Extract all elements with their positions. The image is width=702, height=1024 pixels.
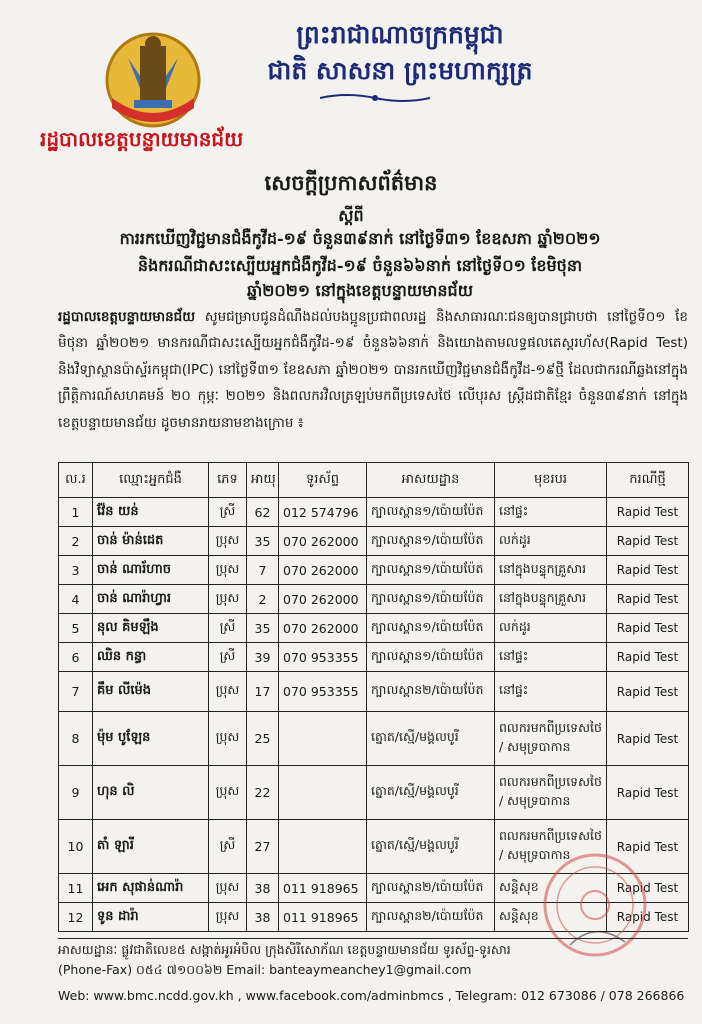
cell-phone: 070 953355: [279, 643, 367, 672]
cell-name: វ៉ែន យន់: [93, 498, 209, 527]
cell-case: Rapid Test: [607, 820, 689, 874]
cell-name: គឹម លីម៉េង: [93, 672, 209, 712]
kingdom-motto: ជាតិ សាសនា ព្រះមហាក្សត្រ: [267, 56, 533, 85]
cell-addr: ក្បាលស្ពាន១/ប៉ោយប៉ែត: [367, 614, 495, 643]
cell-case: Rapid Test: [607, 643, 689, 672]
cell-no: 10: [59, 820, 93, 874]
cell-no: 11: [59, 874, 93, 903]
body-text: សូមជម្រាបជូនដំណឹងដល់បងប្អូនប្រជាពលរដ្ឋ និងសាធារណៈជនឲ្យបានជ្រាបថា នៅថ្ងៃទី០១ ខែមិថុនា ឆ្នាំ២០២១ មានករណីជាសះស្បើយអ្នកជំងឺកូវីដ-១៩ ចំនួន៦៦នាក់ និងយោងតាមលទ្ធផលតេស្តរហ័ស(Rapid Test) និងវិទ្យាស្ថានប៉ាស្ទ័រកម្ពុជា(IPC) នៅថ្ងៃទី៣១ ខែឧសភា ឆ្នាំ២០២១ បានរកឃើញវិជ្ជមានជំងឺកូវីដ-១៩ថ្មី ដែលជាករណីឆ្លងនៅក្នុងព្រឹត្តិការណ៍សហគមន៍ ២០ កុម្ភៈ ២០២១ និងពលករវិលត្រឡប់មកពីប្រទេសថៃ លើបុរស ស្ត្រីដជាតិខ្មែរ ចំនួន៣៩នាក់ នៅក្នុងខេត្តបន្ទាយមានជ័យ ដូចមានរាយនាមខាងក្រោម ៖: [58, 309, 688, 431]
cell-sex: ប្រុស: [209, 766, 247, 820]
cell-case: Rapid Test: [607, 585, 689, 614]
cell-age: 22: [247, 766, 279, 820]
cell-addr: ក្បាលស្ពាន១/ប៉ោយប៉ែត: [367, 585, 495, 614]
cell-name: ហុន លិ: [93, 766, 209, 820]
ornament-divider: [320, 92, 430, 104]
cell-no: 4: [59, 585, 93, 614]
issuing-authority: រដ្ឋបាលខេត្តបន្ទាយមានជ័យ: [40, 127, 244, 151]
table-row: [59, 527, 689, 556]
cell-phone: 070 262000: [279, 527, 367, 556]
table-row: [59, 712, 689, 766]
table-row: [59, 556, 689, 585]
cell-no: 7: [59, 672, 93, 712]
cell-name: ទូន ដារ៉ា: [93, 903, 209, 932]
cell-no: 1: [59, 498, 93, 527]
table-row: [59, 672, 689, 712]
cell-sex: ស្រី: [209, 614, 247, 643]
cell-addr: ក្បាលស្ពាន២/ប៉ោយប៉ែត: [367, 672, 495, 712]
cell-case: Rapid Test: [607, 498, 689, 527]
cell-age: 35: [247, 527, 279, 556]
cell-phone: 012 574796: [279, 498, 367, 527]
cell-addr: ត្នោត/ស្មើ/មង្គលបូរី: [367, 766, 495, 820]
announcement-body: [58, 304, 688, 436]
cell-job: នៅផ្ទះ: [495, 672, 607, 712]
cell-phone: 011 918965: [279, 874, 367, 903]
cell-phone: 070 262000: [279, 585, 367, 614]
cell-job: ពលករមកពីប្រទេសថៃ / សមុទ្របាកាន: [495, 766, 607, 820]
footer-contact: (Phone-Fax) ០៥៤ ៧១០០៦២ Email: banteaymeanchey1@gmail.com: [58, 962, 472, 977]
cell-phone: 070 953355: [279, 672, 367, 712]
cell-job: ពលករមកពីប្រទេសថៃ / សមុទ្របាកាន: [495, 820, 607, 874]
col-header-age: អាយុ: [247, 463, 279, 498]
cell-addr: ក្បាលស្ពាន១/ប៉ោយប៉ែត: [367, 643, 495, 672]
cell-name: ចាន់ ណារ៉ាហ្វារ: [93, 585, 209, 614]
cell-addr: ត្នោត/ស្មើ/មង្គលបូរី: [367, 712, 495, 766]
cell-sex: ប្រុស: [209, 585, 247, 614]
cell-phone: 011 918965: [279, 903, 367, 932]
cell-case: Rapid Test: [607, 712, 689, 766]
cell-job: នៅផ្ទះ: [495, 498, 607, 527]
col-header-sex: ភេទ: [209, 463, 247, 498]
cell-age: 27: [247, 820, 279, 874]
cell-age: 39: [247, 643, 279, 672]
col-header-occupation: មុខរបរ: [495, 463, 607, 498]
subject-line-1: ការរកឃើញវិជ្ជមានជំងឺកូវីដ-១៩ ចំនួន៣៩នាក់ នៅថ្ងៃទី៣១ ខែឧសភា ឆ្នាំ២០២១: [119, 229, 601, 248]
cell-age: 35: [247, 614, 279, 643]
subject-line-2: និងករណីជាសះស្បើយអ្នកជំងឺកូវីដ-១៩ ចំនួន៦៦នាក់ នៅថ្ងៃទី០១ ខែមិថុនា: [137, 256, 583, 275]
kingdom-name: ព្រះរាជាណាចក្រកម្ពុជា: [296, 20, 504, 49]
royal-emblem-logo: [98, 28, 208, 132]
cell-addr: ក្បាលស្ពាន១/ប៉ោយប៉ែត: [367, 527, 495, 556]
cell-sex: ស្រី: [209, 643, 247, 672]
cell-job: នៅក្នុងបន្ទុកគ្រួសារ: [495, 556, 607, 585]
cell-case: Rapid Test: [607, 903, 689, 932]
cell-sex: ប្រុស: [209, 672, 247, 712]
cell-no: 9: [59, 766, 93, 820]
cell-job: នៅក្នុងបន្ទុកគ្រួសារ: [495, 585, 607, 614]
footer-address: អាសយដ្ឋានៈ ផ្លូវជាតិលេខ៥ សង្កាត់អូរអំបិល ក្រុងសិរីសោភ័ណ ខេត្តបន្ទាយមានជ័យ ទូរស័ព្ទ-ទូរសារ: [58, 938, 688, 961]
cell-name: ម៉ុម បូឡែន: [93, 712, 209, 766]
cell-sex: ប្រុស: [209, 712, 247, 766]
cell-case: Rapid Test: [607, 672, 689, 712]
document-title: សេចក្តីប្រកាសព័ត៌មាន: [264, 170, 438, 195]
cell-addr: ក្បាលស្ពាន២/ប៉ោយប៉ែត: [367, 874, 495, 903]
table-row: [59, 766, 689, 820]
cell-case: Rapid Test: [607, 527, 689, 556]
col-header-name: ឈ្មោះអ្នកជំងឺ: [93, 463, 209, 498]
table-header-row: [59, 463, 689, 498]
cell-no: 2: [59, 527, 93, 556]
cell-addr: ត្នោត/ស្មើ/មង្គលបូរី: [367, 820, 495, 874]
cell-name: ចាន់ ម៉ាន់ដេត: [93, 527, 209, 556]
cell-sex: ប្រុស: [209, 874, 247, 903]
cell-sex: ស្រី: [209, 498, 247, 527]
cell-addr: ក្បាលស្ពាន១/ប៉ោយប៉ែត: [367, 556, 495, 585]
cell-no: 5: [59, 614, 93, 643]
cell-phone: [279, 820, 367, 874]
cell-case: Rapid Test: [607, 556, 689, 585]
cell-case: Rapid Test: [607, 874, 689, 903]
cell-job: ពលករមកពីប្រទេសថៃ / សមុទ្របាកាន: [495, 712, 607, 766]
table-row: [59, 643, 689, 672]
footer-web: Web: www.bmc.ncdd.gov.kh , www.facebook.com/adminbmcs , Telegram: 012 673086 / 078 266866: [58, 988, 685, 1003]
cell-job: លក់ដូរ: [495, 614, 607, 643]
cell-addr: ក្បាលស្ពាន២/ប៉ោយប៉ែត: [367, 903, 495, 932]
col-header-phone: ទូរស័ព្ទ: [279, 463, 367, 498]
cell-age: 7: [247, 556, 279, 585]
cell-job: សន្តិសុខ: [495, 874, 607, 903]
subject-line-3: ឆ្នាំ២០២១ នៅក្នុងខេត្តបន្ទាយមានជ័យ: [247, 281, 473, 300]
cell-job: សន្តិសុខ: [495, 903, 607, 932]
cell-addr: ក្បាលស្ពាន១/ប៉ោយប៉ែត: [367, 498, 495, 527]
cell-sex: ប្រុស: [209, 903, 247, 932]
table-row: [59, 585, 689, 614]
cell-name: ចាន់ ណារ័ហាច: [93, 556, 209, 585]
document-subject-label: ស្តីពី: [338, 206, 364, 225]
cell-phone: [279, 766, 367, 820]
cell-age: 38: [247, 903, 279, 932]
cell-no: 8: [59, 712, 93, 766]
cell-job: នៅផ្ទះ: [495, 643, 607, 672]
col-header-no: ល.រ: [59, 463, 93, 498]
cell-age: 25: [247, 712, 279, 766]
cell-age: 2: [247, 585, 279, 614]
col-header-address: អាសយដ្ឋាន: [367, 463, 495, 498]
cell-name: ឈិន កន្ធា: [93, 643, 209, 672]
cell-name: នុល គិមឡឹង: [93, 614, 209, 643]
cell-job: លក់ដូរ: [495, 527, 607, 556]
cell-sex: ប្រុស: [209, 556, 247, 585]
cell-no: 12: [59, 903, 93, 932]
cell-age: 38: [247, 874, 279, 903]
cell-case: Rapid Test: [607, 614, 689, 643]
cell-sex: ប្រុស: [209, 527, 247, 556]
cell-no: 3: [59, 556, 93, 585]
cell-phone: [279, 712, 367, 766]
cell-phone: 070 262000: [279, 614, 367, 643]
table-row: [59, 498, 689, 527]
cell-age: 17: [247, 672, 279, 712]
cell-no: 6: [59, 643, 93, 672]
table-row: [59, 614, 689, 643]
cell-sex: ស្រី: [209, 820, 247, 874]
cell-age: 62: [247, 498, 279, 527]
cell-case: Rapid Test: [607, 766, 689, 820]
body-lead: រដ្ឋបាលខេត្តបន្ទាយមានជ័យ: [58, 309, 196, 325]
col-header-case: ករណីថ្មី: [607, 463, 689, 498]
cell-phone: 070 262000: [279, 556, 367, 585]
cell-name: អេក សុផាន់ណារ៉ា: [93, 874, 209, 903]
cell-name: តាំ ឡារី: [93, 820, 209, 874]
